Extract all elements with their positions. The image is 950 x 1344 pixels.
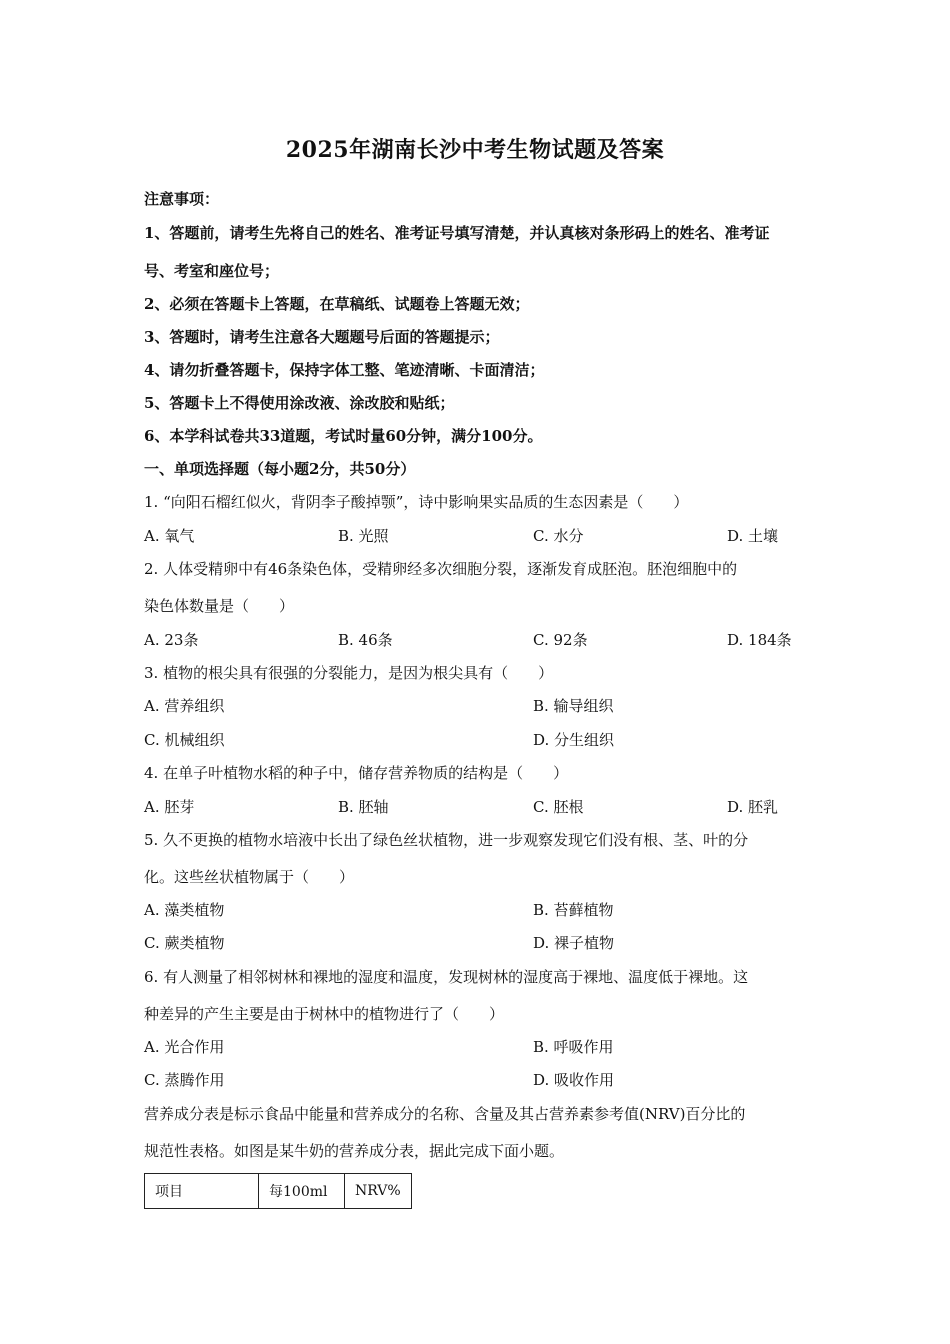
question-text: 3. 植物的根尖具有很强的分裂能力，是因为根尖具有（ ） [144, 664, 554, 682]
table-row [145, 1174, 412, 1209]
nutrition-table [144, 1173, 412, 1209]
option-d: D. 土壤 [727, 527, 779, 545]
option-d: D. 184条 [727, 631, 792, 649]
question-text: 种差异的产生主要是由于树林中的植物进行了（ ） [144, 1005, 505, 1023]
notice-item: 3、答题时，请考生注意各大题题号后面的答题提示； [144, 328, 500, 346]
notice-item: 2、必须在答题卡上答题，在草稿纸、试题卷上答题无效； [144, 295, 530, 313]
page-title: 2025年湖南长沙中考生物试题及答案 [285, 137, 665, 163]
option-d: D. 胚乳 [727, 798, 779, 816]
option-a: A. 藻类植物 [144, 901, 225, 919]
notice-item: 6、本学科试卷共33道题，考试时量60分钟，满分100分。 [144, 427, 543, 445]
question-text: 2. 人体受精卵中有46条染色体，受精卵经多次细胞分裂，逐渐发育成胚泡。胚泡细胞中的 [144, 560, 738, 578]
intro-text: 营养成分表是标示食品中能量和营养成分的名称、含量及其占营养素参考值(NRV)百分比的 [144, 1105, 746, 1123]
question-text: 1. “向阳石榴红似火，背阴李子酸掉颚”，诗中影响果实品质的生态因素是（ ） [144, 493, 689, 511]
question-text: 5. 久不更换的植物水培液中长出了绿色丝状植物，进一步观察发现它们没有根、茎、叶的分 [144, 831, 749, 849]
intro-text: 规范性表格。如图是某牛奶的营养成分表，据此完成下面小题。 [144, 1142, 565, 1160]
question-text: 6. 有人测量了相邻树林和裸地的湿度和温度，发现树林的湿度高于裸地、温度低于裸地。这 [144, 968, 749, 986]
option-a: A. 营养组织 [144, 697, 225, 715]
option-b: B. 苔藓植物 [533, 901, 614, 919]
table-header-cell: 每100ml [259, 1174, 345, 1209]
section-heading: 一、单项选择题（每小题2分，共50分） [144, 460, 416, 478]
option-c: C. 92条 [533, 631, 588, 649]
option-b: B. 输导组织 [533, 697, 614, 715]
question-text: 染色体数量是（ ） [144, 597, 295, 615]
option-c: C. 机械组织 [144, 731, 225, 749]
option-d: D. 裸子植物 [533, 934, 615, 952]
table-header-cell: 项目 [145, 1174, 259, 1209]
notice-item: 号、考室和座位号； [144, 262, 280, 280]
notice-heading: 注意事项： [144, 190, 220, 208]
notice-item: 4、请勿折叠答题卡，保持字体工整、笔迹清晰、卡面清洁； [144, 361, 545, 379]
option-b: B. 呼吸作用 [533, 1038, 614, 1056]
option-c: C. 水分 [533, 527, 584, 545]
option-d: D. 分生组织 [533, 731, 615, 749]
option-c: C. 蕨类植物 [144, 934, 225, 952]
option-a: A. 光合作用 [144, 1038, 225, 1056]
option-b: B. 光照 [338, 527, 389, 545]
option-a: A. 胚芽 [144, 798, 195, 816]
option-a: A. 23条 [144, 631, 199, 649]
option-c: C. 胚根 [533, 798, 584, 816]
notice-item: 1、答题前，请考生先将自己的姓名、准考证号填写清楚，并认真核对条形码上的姓名、准考证 [144, 224, 770, 242]
option-b: B. 胚轴 [338, 798, 389, 816]
question-text: 化。这些丝状植物属于（ ） [144, 868, 355, 886]
option-a: A. 氧气 [144, 527, 195, 545]
option-d: D. 吸收作用 [533, 1071, 615, 1089]
notice-item: 5、答题卡上不得使用涂改液、涂改胶和贴纸； [144, 394, 455, 412]
table-header-cell: NRV% [345, 1174, 412, 1209]
option-c: C. 蒸腾作用 [144, 1071, 225, 1089]
option-b: B. 46条 [338, 631, 393, 649]
question-text: 4. 在单子叶植物水稻的种子中，储存营养物质的结构是（ ） [144, 764, 569, 782]
